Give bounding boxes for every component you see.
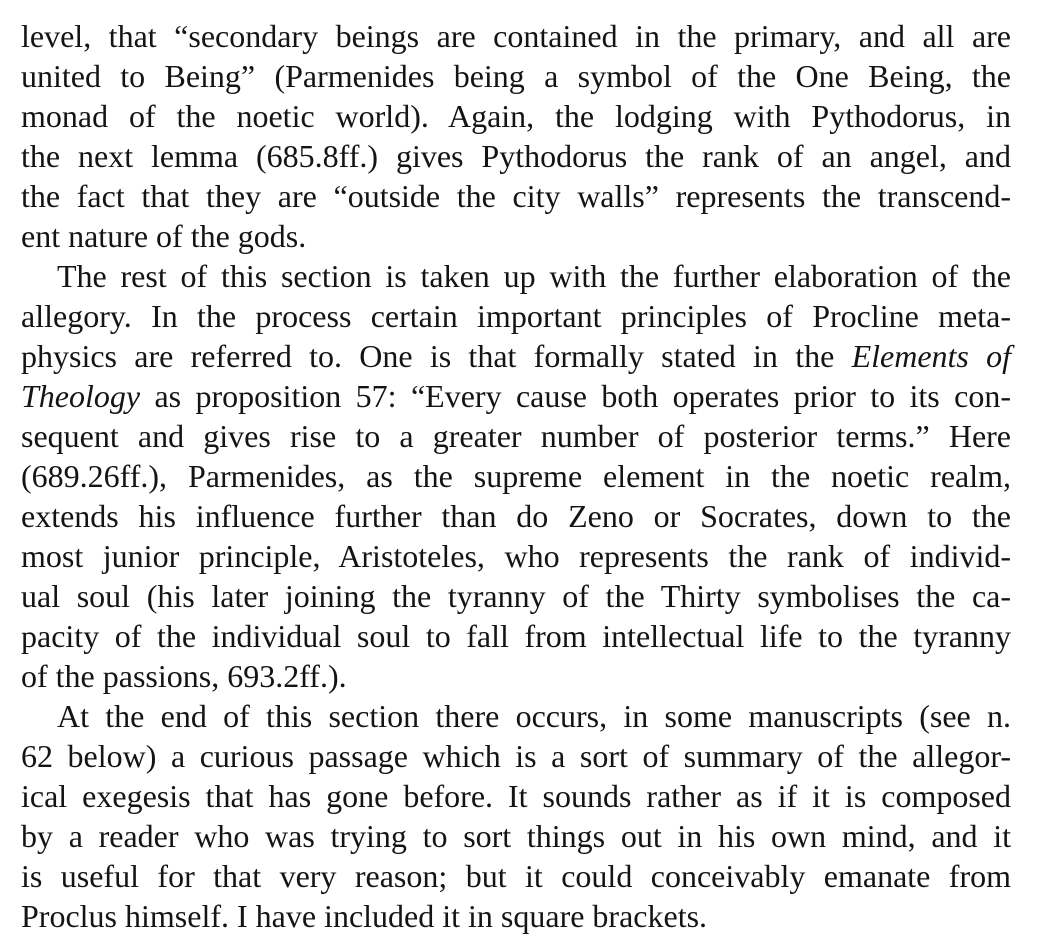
text-line: is useful for that very reason; but it could conceivably emanate from <box>21 858 1011 894</box>
text-line: ical exegesis that has gone before. It sounds rather as if it is composed <box>21 778 1011 814</box>
text-line: ual soul (his later joining the tyranny of the Thirty symbolises the ca- <box>21 578 1011 614</box>
text-line: extends his influence further than do Zeno or Socrates, down to the <box>21 498 1011 534</box>
text-line: At the end of this section there occurs, in some manuscripts (see n. <box>57 698 1011 734</box>
book-title-italic: Theology <box>21 378 141 414</box>
text-line: monad of the noetic world). Again, the lodging with Pythodorus, in <box>21 98 1011 134</box>
text-line: ent nature of the gods. <box>21 218 307 254</box>
text-line: the fact that they are “outside the city walls” represents the transcend- <box>21 178 1011 214</box>
text-run: as proposition 57: “Every cause both operates prior to its con- <box>140 378 1011 414</box>
text-line <box>21 376 1011 416</box>
text-line: Proclus himself. I have included it in square brackets. <box>21 898 708 934</box>
text-line: most junior principle, Aristoteles, who represents the rank of individ- <box>21 538 1011 574</box>
text-run: physics are referred to. One is that formally stated in the <box>21 338 852 374</box>
text-line: united to Being” (Parmenides being a symbol of the One Being, the <box>21 58 1011 94</box>
text-line: the next lemma (685.8ff.) gives Pythodorus the rank of an angel, and <box>21 138 1011 174</box>
text-line: (689.26ff.), Parmenides, as the supreme element in the noetic realm, <box>21 458 1011 494</box>
book-title-italic: Elements of <box>851 338 1012 374</box>
text-line <box>21 336 1011 376</box>
text-line: by a reader who was trying to sort things out in his own mind, and it <box>21 818 1011 854</box>
text-line: level, that “secondary beings are contained in the primary, and all are <box>21 18 1011 54</box>
text-line: allegory. In the process certain important principles of Procline meta- <box>21 298 1011 334</box>
text-line: pacity of the individual soul to fall from intellectual life to the tyranny <box>21 618 1011 654</box>
text-line: 62 below) a curious passage which is a sort of summary of the allegor- <box>21 738 1011 774</box>
text-line: sequent and gives rise to a greater number of posterior terms.” Here <box>21 418 1011 454</box>
text-line: The rest of this section is taken up with the further elaboration of the <box>57 258 1011 294</box>
text-line: of the passions, 693.2ff.). <box>21 658 347 694</box>
